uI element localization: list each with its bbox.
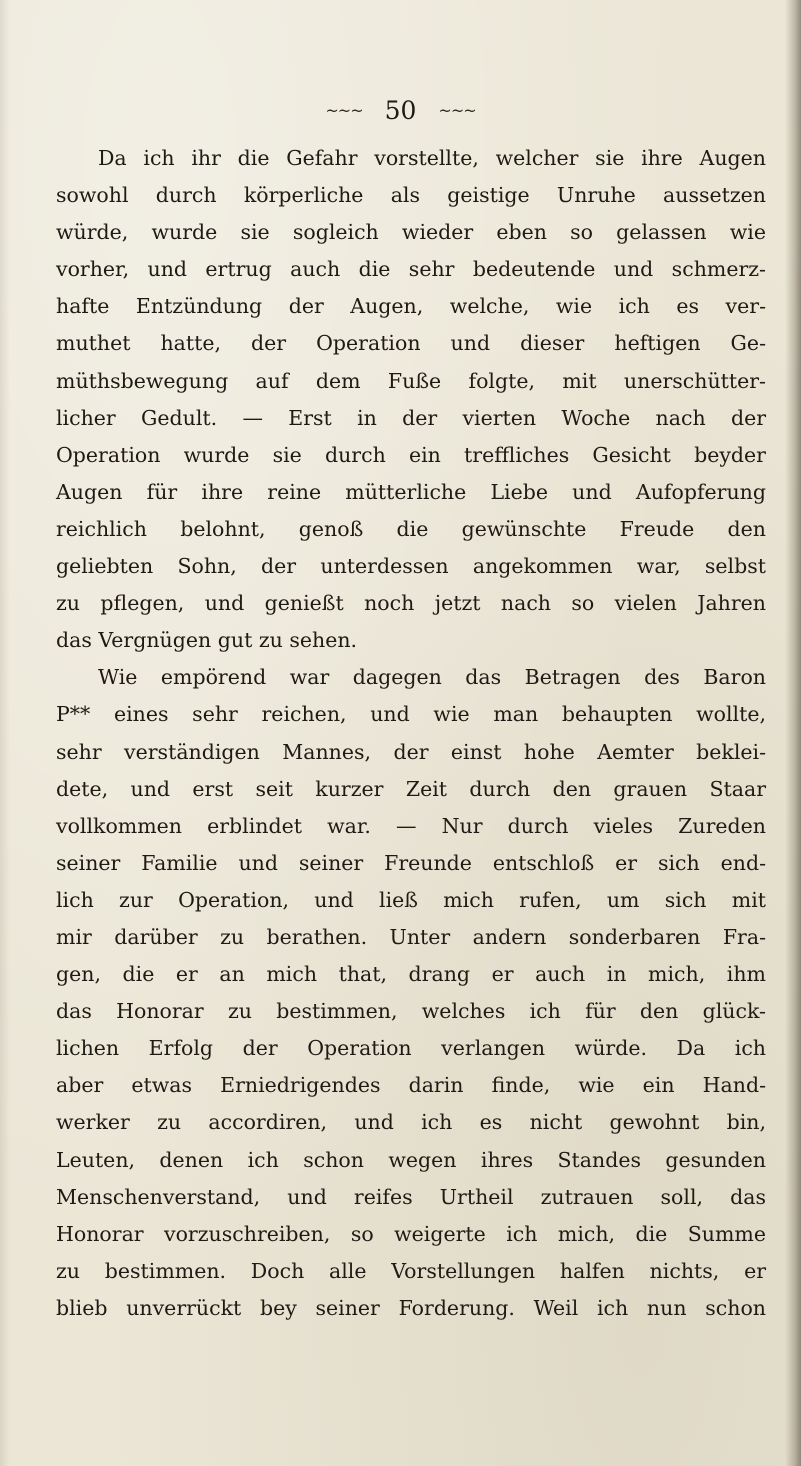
page-number: 50: [384, 95, 417, 125]
text-line: geliebten Sohn, der unterdessen angekommen war, selbst: [56, 554, 766, 579]
page-right-shadow: [785, 0, 801, 1466]
text-line: seiner Familie und seiner Freunde entschloß er sich end-: [56, 850, 766, 875]
text-line: Honorar vorzuschreiben, so weigerte ich mich, die Summe: [56, 1221, 766, 1246]
text-line: Wie empörend war dagegen das Betragen des Baron: [98, 665, 766, 690]
text-line: müthsbewegung auf dem Fuße folgte, mit unerschütter-: [56, 368, 766, 393]
text-line: lich zur Operation, und ließ mich rufen, um sich mit: [56, 887, 766, 912]
text-line: Da ich ihr die Gefahr vorstellte, welcher sie ihre Augen: [98, 146, 766, 170]
text-line: vorher, und ertrug auch die sehr bedeutende und schmerz-: [56, 257, 766, 282]
text-line: mir darüber zu berathen. Unter andern sonderbaren Fra-: [56, 924, 766, 949]
text-line: vollkommen erblindet war. — Nur durch vieles Zureden: [56, 813, 766, 838]
text-line: reichlich belohnt, genoß die gewünschte Freude den: [56, 516, 766, 541]
text-line: P** eines sehr reichen, und wie man behaupten wollte,: [56, 702, 766, 727]
text-line: Menschenverstand, und reifes Urtheil zutrauen soll, das: [56, 1184, 766, 1209]
text-line: Leuten, denen ich schon wegen ihres Standes gesunden: [56, 1147, 766, 1172]
text-line: dete, und erst seit kurzer Zeit durch den grauen Staar: [56, 776, 766, 801]
ornament-right: ~~~: [438, 100, 476, 120]
text-line: sowohl durch körperliche als geistige Unruhe aussetzen: [56, 183, 766, 208]
text-line: Augen für ihre reine mütterliche Liebe und Aufopferung: [56, 479, 766, 504]
page-left-shadow: [0, 0, 10, 1466]
text-line: hafte Entzündung der Augen, welche, wie ich es ver-: [56, 294, 766, 319]
ornament-left: ~~~: [325, 100, 363, 120]
text-line: zu bestimmen. Doch alle Vorstellungen halfen nichts, er: [56, 1258, 766, 1283]
text-line: das Honorar zu bestimmen, welches ich für den glück-: [56, 999, 766, 1024]
text-line: blieb unverrückt bey seiner Forderung. Weil ich nun schon: [56, 1295, 766, 1320]
body-text: [56, 140, 766, 1327]
text-line: lichen Erfolg der Operation verlangen würde. Da ich: [56, 1036, 766, 1061]
text-line: licher Gedult. — Erst in der vierten Woche nach der: [56, 405, 766, 430]
text-line: aber etwas Erniedrigendes darin finde, wie ein Hand-: [56, 1073, 766, 1098]
text-line: werker zu accordiren, und ich es nicht gewohnt bin,: [56, 1110, 766, 1135]
text-line: muthet hatte, der Operation und dieser heftigen Ge-: [56, 331, 766, 356]
text-line: sehr verständigen Mannes, der einst hohe Aemter beklei-: [56, 739, 766, 764]
text-line: Operation wurde sie durch ein treffliches Gesicht beyder: [56, 442, 766, 467]
page-header: [0, 90, 801, 130]
text-line: gen, die er an mich that, drang er auch in mich, ihm: [56, 962, 766, 987]
text-line: zu pflegen, und genießt noch jetzt nach so vielen Jahren: [56, 591, 766, 616]
text-line: das Vergnügen gut zu sehen.: [56, 628, 358, 653]
text-line: würde, wurde sie sogleich wieder eben so gelassen wie: [56, 220, 766, 245]
